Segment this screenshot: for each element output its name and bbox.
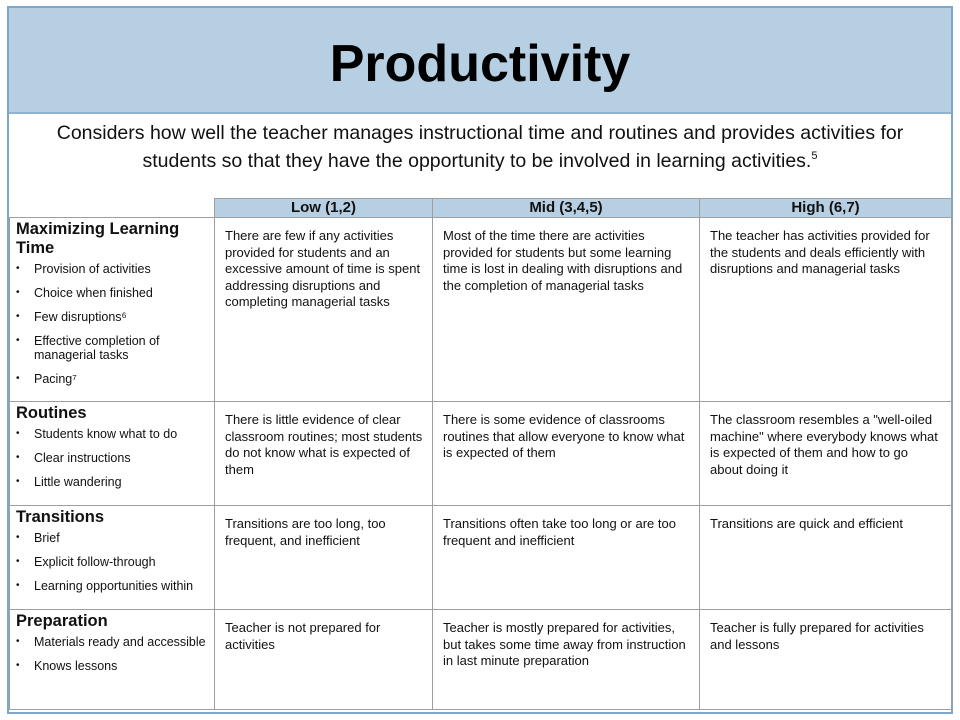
rubric-table xyxy=(9,198,952,710)
list-item: • Pacing⁷ xyxy=(16,372,210,386)
header-high: High (6,7) xyxy=(700,199,952,218)
list-item: • Clear instructions xyxy=(16,451,210,465)
criterion-bullets xyxy=(16,427,210,489)
criterion-cell xyxy=(10,506,215,610)
criterion-bullets xyxy=(16,635,210,673)
list-item: • Choice when finished xyxy=(16,286,210,300)
low-cell: Transitions are too long, too frequent, and inefficient xyxy=(215,506,433,610)
list-item: • Provision of activities xyxy=(16,262,210,276)
header-low: Low (1,2) xyxy=(215,199,433,218)
criterion-cell xyxy=(10,610,215,710)
high-cell: The classroom resembles a "well-oiled machine" where everybody knows what is expected of them and how to go about doing it xyxy=(700,402,952,506)
high-cell: The teacher has activities provided for the students and deals efficiently with disruptions and managerial tasks xyxy=(700,218,952,402)
criterion-title: Maximizing Learning Time xyxy=(16,220,180,257)
mid-cell: There is some evidence of classrooms routines that allow everyone to know what is expected of them xyxy=(433,402,700,506)
high-cell: Teacher is fully prepared for activities and lessons xyxy=(700,610,952,710)
page-title: Productivity xyxy=(329,35,631,93)
table-row xyxy=(10,610,952,710)
description xyxy=(19,122,941,173)
mid-cell: Transitions often take too long or are too frequent and inefficient xyxy=(433,506,700,610)
list-item: • Brief xyxy=(16,531,210,545)
criterion-cell xyxy=(10,218,215,402)
list-item: • Materials ready and accessible xyxy=(16,635,210,649)
list-item: • Learning opportunities within xyxy=(16,579,210,593)
criterion-title: Preparation xyxy=(16,612,108,630)
table-row xyxy=(10,218,952,402)
low-cell: There is little evidence of clear classroom routines; most students do not know what is expected of them xyxy=(215,402,433,506)
criterion-title: Routines xyxy=(16,404,87,422)
mid-cell: Most of the time there are activities provided for students but some learning time is lost in dealing with disruptions and the completion of managerial tasks xyxy=(433,218,700,402)
list-item: • Few disruptions⁶ xyxy=(16,310,210,324)
list-item: • Students know what to do xyxy=(16,427,210,441)
header-row xyxy=(10,199,952,218)
criterion-bullets xyxy=(16,531,210,593)
list-item: • Effective completion of managerial tasks xyxy=(16,334,210,362)
list-item: • Knows lessons xyxy=(16,659,210,673)
title-band xyxy=(9,8,951,114)
low-cell: Teacher is not prepared for activities xyxy=(215,610,433,710)
list-item: • Explicit follow-through xyxy=(16,555,210,569)
header-blank xyxy=(10,199,215,218)
criterion-title: Transitions xyxy=(16,508,105,526)
description-text: Considers how well the teacher manages instructional time and routines and provides activities for students so that they have the opportunity to be involved in learning activities. xyxy=(56,122,904,172)
list-item: • Little wandering xyxy=(16,475,210,489)
header-mid: Mid (3,4,5) xyxy=(433,199,700,218)
criterion-bullets xyxy=(16,262,210,386)
table-row xyxy=(10,506,952,610)
table-row xyxy=(10,402,952,506)
slide-frame xyxy=(7,6,953,714)
high-cell: Transitions are quick and efficient xyxy=(700,506,952,610)
low-cell: There are few if any activities provided for students and an excessive amount of time is spent addressing disruptions and completing managerial tasks xyxy=(215,218,433,402)
footnote-marker: 5 xyxy=(811,150,818,162)
criterion-cell xyxy=(10,402,215,506)
mid-cell: Teacher is mostly prepared for activities, but takes some time away from instruction in last minute preparation xyxy=(433,610,700,710)
